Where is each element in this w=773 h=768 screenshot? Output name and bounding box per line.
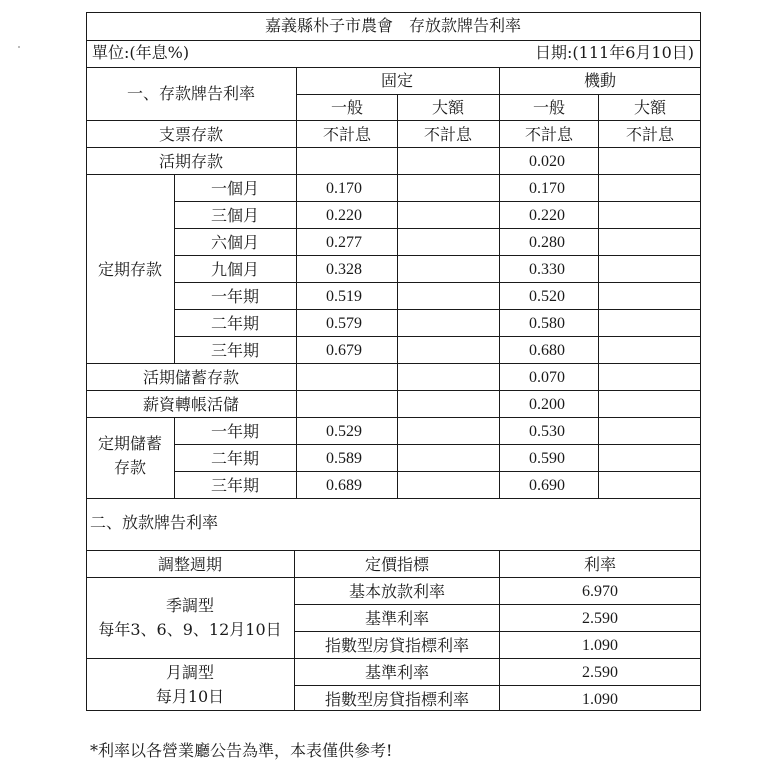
time-deposit-term: 一個月 <box>210 179 260 198</box>
scan-speck <box>18 46 20 48</box>
monthly-schedule: 每月10日 <box>155 687 225 706</box>
footnote: *利率以各營業廳公告為準，本表僅供參考! <box>90 741 393 760</box>
time-deposit-floating-rate: 0.580 <box>529 315 565 332</box>
time-deposit-term: 九個月 <box>210 260 260 279</box>
loan-header-period: 調整週期 <box>157 555 223 574</box>
quarterly-index: 基準利率 <box>364 609 430 628</box>
time-deposit-term: 三個月 <box>210 206 260 225</box>
monthly-rate: 2.590 <box>582 664 618 681</box>
time-deposit-fixed-rate: 0.170 <box>326 180 362 197</box>
demand-label: 活期存款 <box>158 152 224 171</box>
date-label: 日期:(111年6月10日) <box>535 43 694 62</box>
fixed-general-header: 一般 <box>330 98 364 117</box>
checking-value: 不計息 <box>423 125 473 144</box>
payroll-rate: 0.200 <box>529 396 565 413</box>
time-savings-term: 三年期 <box>210 476 260 495</box>
time-savings-label-line1: 定期儲蓄 <box>97 434 163 453</box>
time-savings-label-line2: 存款 <box>113 458 147 477</box>
time-deposit-fixed-rate: 0.519 <box>326 288 362 305</box>
time-deposit-fixed-rate: 0.579 <box>326 315 362 332</box>
time-savings-floating-rate: 0.690 <box>529 477 565 494</box>
quarterly-rate: 1.090 <box>582 637 618 654</box>
time-deposit-term: 三年期 <box>210 341 260 360</box>
fixed-header: 固定 <box>380 71 414 90</box>
time-savings-fixed-rate: 0.589 <box>326 450 362 467</box>
monthly-label: 月調型 <box>165 663 215 682</box>
time-deposit-fixed-rate: 0.679 <box>326 342 362 359</box>
fixed-large-header: 大額 <box>431 98 465 117</box>
time-deposit-fixed-rate: 0.220 <box>326 207 362 224</box>
checking-label: 支票存款 <box>158 125 224 144</box>
time-deposit-floating-rate: 0.280 <box>529 234 565 251</box>
time-savings-term: 一年期 <box>210 422 260 441</box>
time-deposit-fixed-rate: 0.328 <box>326 261 362 278</box>
quarterly-index: 基本放款利率 <box>348 582 446 601</box>
time-deposit-term: 六個月 <box>210 233 260 252</box>
time-deposit-floating-rate: 0.680 <box>529 342 565 359</box>
time-deposit-term: 二年期 <box>210 314 260 333</box>
checking-value: 不計息 <box>625 125 675 144</box>
floating-header: 機動 <box>583 71 617 90</box>
sheet-title: 嘉義縣朴子市農會 存放款牌告利率 <box>264 16 522 35</box>
time-savings-floating-rate: 0.590 <box>529 450 565 467</box>
quarterly-index: 指數型房貸指標利率 <box>324 636 470 655</box>
time-deposit-floating-rate: 0.330 <box>529 261 565 278</box>
time-savings-term: 二年期 <box>210 449 260 468</box>
time-deposit-fixed-rate: 0.277 <box>326 234 362 251</box>
checking-value: 不計息 <box>322 125 372 144</box>
monthly-index: 基準利率 <box>364 663 430 682</box>
savings-label: 活期儲蓄存款 <box>142 368 240 387</box>
time-deposit-floating-rate: 0.220 <box>529 207 565 224</box>
time-savings-fixed-rate: 0.689 <box>326 477 362 494</box>
loan-section-label: 二、放款牌告利率 <box>90 513 219 532</box>
demand-rate: 0.020 <box>529 153 565 170</box>
payroll-label: 薪資轉帳活儲 <box>142 395 240 414</box>
time-deposit-floating-rate: 0.170 <box>529 180 565 197</box>
unit-label: 單位:(年息%) <box>92 43 190 62</box>
time-deposit-label: 定期存款 <box>97 260 163 279</box>
time-deposit-term: 一年期 <box>210 287 260 306</box>
time-savings-fixed-rate: 0.529 <box>326 423 362 440</box>
loan-header-index: 定價指標 <box>364 555 430 574</box>
monthly-index: 指數型房貸指標利率 <box>324 690 470 709</box>
time-savings-floating-rate: 0.530 <box>529 423 565 440</box>
rate-sheet <box>86 12 702 712</box>
quarterly-schedule: 每年3、6、9、12月10日 <box>98 620 282 639</box>
floating-large-header: 大額 <box>633 98 667 117</box>
quarterly-rate: 6.970 <box>582 583 618 600</box>
monthly-rate: 1.090 <box>582 691 618 708</box>
deposit-section-label: 一、存款牌告利率 <box>126 84 256 103</box>
checking-value: 不計息 <box>524 125 574 144</box>
loan-header-rate: 利率 <box>583 555 617 574</box>
time-deposit-floating-rate: 0.520 <box>529 288 565 305</box>
quarterly-label: 季調型 <box>165 596 215 615</box>
floating-general-header: 一般 <box>532 98 566 117</box>
savings-rate: 0.070 <box>529 369 565 386</box>
quarterly-rate: 2.590 <box>582 610 618 627</box>
